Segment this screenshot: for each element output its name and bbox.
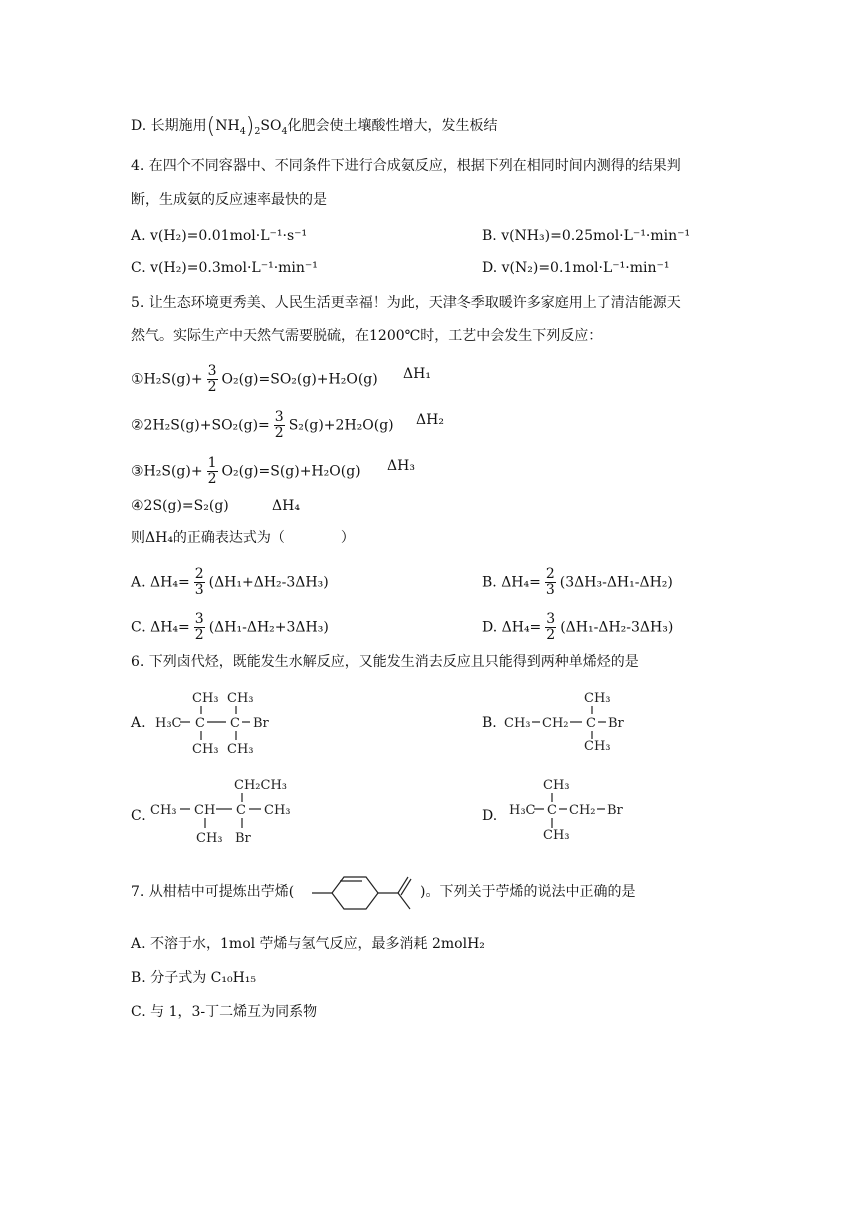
q5-stem-line1: 5. 让生态环境更秀美、人民生活更幸福！为此，天津冬季取暖许多家庭用上了清洁能源天 (131, 295, 681, 311)
q4-stem-line1: 4. 在四个不同容器中、不同条件下进行合成氨反应，根据下列在相同时间内测得的结果判 (131, 158, 681, 174)
q6-label-a: A. (131, 715, 146, 731)
q6-label-c: C. (131, 808, 146, 824)
q5-reaction-1: ①H₂S(g)+ $\frac{3}{2}$ O₂(g)=SO₂(g)+H₂O(g) (131, 363, 378, 395)
svg-text:H₃C: H₃C (509, 803, 536, 818)
q6-structure-c (148, 772, 308, 852)
q5-dh1: ΔH₁ (403, 366, 431, 382)
q5-dh4: ΔH₄ (272, 498, 300, 514)
q6-structure-a (150, 684, 280, 764)
svg-text:CH₃: CH₃ (504, 716, 531, 731)
svg-text:CH₃: CH₃ (543, 778, 570, 793)
q5-reaction-3: ③H₂S(g)+ $\frac{1}{2}$ O₂(g)=S(g)+H₂O(g) (131, 455, 361, 487)
svg-text:CH₂CH₃: CH₂CH₃ (234, 778, 287, 793)
q4-option-d: D. v(N₂)=0.1mol·L⁻¹·min⁻¹ (482, 260, 670, 276)
svg-text:CH₃: CH₃ (192, 691, 219, 706)
q5-option-a: A. ΔH₄= $\frac{2}{3}$ (ΔH₁+ΔH₂-3ΔH₃) (131, 566, 329, 598)
q5-dh3: ΔH₃ (387, 458, 415, 474)
svg-text:CH₃: CH₃ (584, 739, 611, 754)
svg-text:CH₂: CH₂ (569, 803, 596, 818)
svg-text:H₃C: H₃C (155, 716, 182, 731)
q5-reaction-4: ④2S(g)=S₂(g) (131, 498, 229, 514)
q4-option-c: C. v(H₂)=0.3mol·L⁻¹·min⁻¹ (131, 260, 318, 276)
q5-reaction-2: ②2H₂S(g)+SO₂(g)= $\frac{3}{2}$ S₂(g)+2H₂O(g) (131, 409, 394, 441)
svg-text:Br: Br (253, 716, 269, 731)
q6-structure-b (502, 684, 632, 764)
svg-text:CH₃: CH₃ (150, 803, 177, 818)
q3-option-d: D. 长期施用$(NH_4)_2SO_4$化肥会使土壤酸性增大，发生板结 (131, 114, 498, 139)
q7-stem-part2: )。下列关于苧烯的说法中正确的是 (420, 884, 636, 900)
svg-text:CH₃: CH₃ (192, 742, 219, 757)
svg-text:CH₃: CH₃ (264, 803, 291, 818)
q7-option-b: B. 分子式为 C₁₀H₁₅ (131, 970, 257, 986)
q4-option-b: B. v(NH₃)=0.25mol·L⁻¹·min⁻¹ (482, 228, 691, 244)
svg-text:CH₃: CH₃ (196, 831, 223, 846)
svg-text:CH₃: CH₃ (227, 691, 254, 706)
limonene-structure (310, 869, 420, 917)
svg-text:CH₃: CH₃ (584, 691, 611, 706)
q5-option-d: D. ΔH₄= $\frac{3}{2}$ (ΔH₁-ΔH₂-3ΔH₃) (482, 611, 674, 643)
q6-label-b: B. (482, 715, 497, 731)
svg-text:CH₂: CH₂ (542, 716, 569, 731)
q5-stem-line2: 然气。实际生产中天然气需要脱硫，在1200℃时，工艺中会发生下列反应： (131, 328, 603, 344)
q7-option-a: A. 不溶于水，1mol 苧烯与氢气反应，最多消耗 2molH₂ (131, 936, 485, 952)
svg-text:C: C (195, 716, 205, 731)
svg-text:C: C (547, 803, 557, 818)
q5-ask: 则ΔH₄的正确表达式为（ ） (131, 530, 355, 546)
q6-label-d: D. (482, 808, 498, 824)
svg-text:CH₃: CH₃ (543, 828, 570, 843)
q7-stem-part1: 7. 从柑桔中可提炼出苧烯( (131, 884, 295, 900)
q6-stem: 6. 下列卤代烃，既能发生水解反应，又能发生消去反应且只能得到两种单烯烃的是 (131, 654, 639, 670)
svg-text:C: C (586, 716, 596, 731)
svg-text:Br: Br (608, 716, 624, 731)
svg-text:Br: Br (607, 803, 623, 818)
q5-option-b: B. ΔH₄= $\frac{2}{3}$ (3ΔH₃-ΔH₁-ΔH₂) (482, 566, 673, 598)
q4-stem-line2: 断，生成氨的反应速率最快的是 (131, 192, 327, 208)
svg-text:Br: Br (235, 831, 251, 846)
q5-dh2: ΔH₂ (416, 412, 444, 428)
svg-text:CH₃: CH₃ (227, 742, 254, 757)
q5-option-c: C. ΔH₄= $\frac{3}{2}$ (ΔH₁-ΔH₂+3ΔH₃) (131, 611, 329, 643)
svg-text:CH: CH (194, 803, 216, 818)
svg-text:C: C (236, 803, 246, 818)
svg-text:C: C (230, 716, 240, 731)
q6-structure-d (506, 772, 646, 852)
q7-option-c: C. 与 1，3-丁二烯互为同系物 (131, 1004, 318, 1020)
q4-option-a: A. v(H₂)=0.01mol·L⁻¹·s⁻¹ (131, 228, 308, 244)
